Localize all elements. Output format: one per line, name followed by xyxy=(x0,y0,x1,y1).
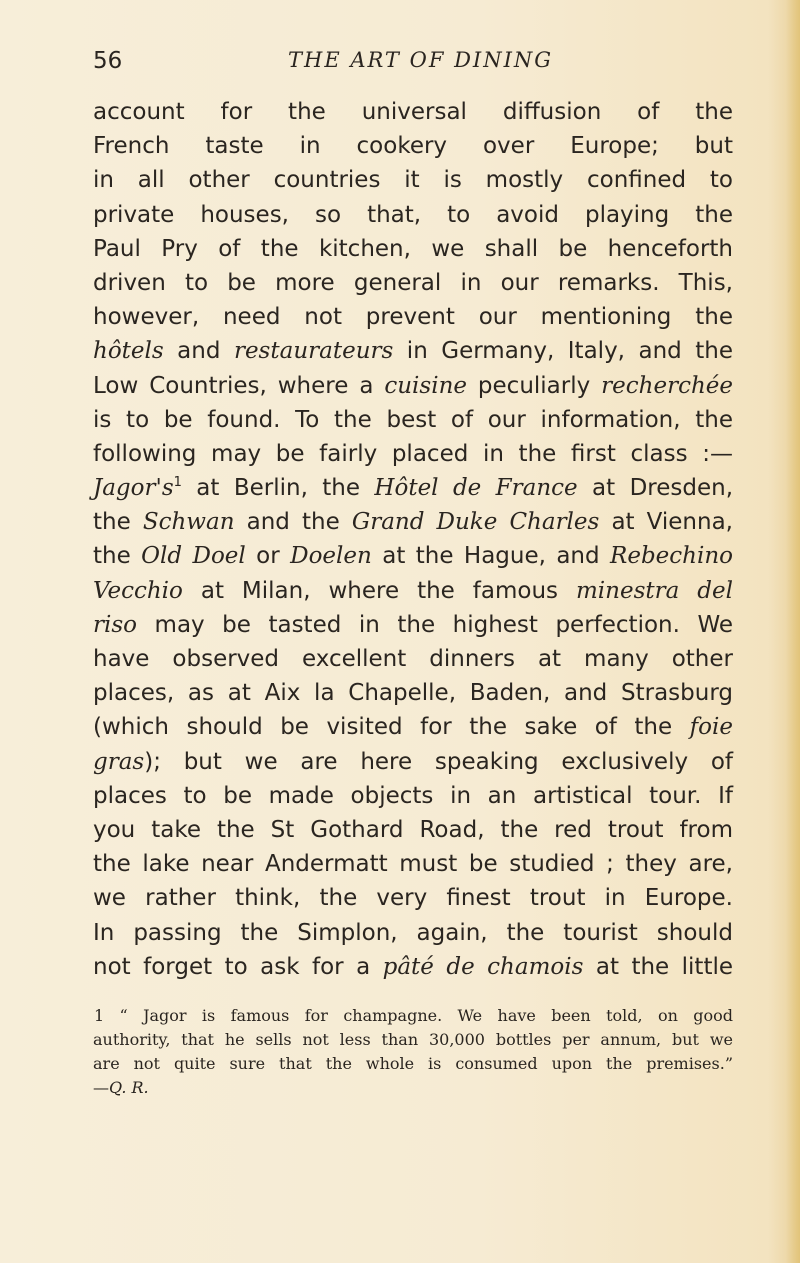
text-run: Low Countries, where a xyxy=(93,372,385,399)
italic-term: Rebechino xyxy=(610,543,733,570)
italic-term: hôtels xyxy=(93,338,164,365)
running-title: THE ART OF DINING xyxy=(288,48,554,72)
text-run: at Dresden, xyxy=(577,475,734,502)
text-run: at the Hague, and xyxy=(371,543,611,570)
text-run: and xyxy=(163,338,234,365)
italic-term: Grand Duke Charles xyxy=(351,509,600,536)
italic-term: restaurateurs xyxy=(233,338,394,365)
page-header xyxy=(93,48,733,88)
text-line xyxy=(93,574,733,608)
italic-term: foie xyxy=(689,714,733,741)
italic-term: Vecchio xyxy=(93,577,183,604)
text-run: not forget to ask for a xyxy=(93,953,383,980)
italic-term: Doelen xyxy=(290,543,372,570)
text-line xyxy=(93,608,733,642)
body-text xyxy=(93,95,733,984)
italic-term: gras xyxy=(93,748,145,775)
text-line xyxy=(93,471,733,505)
text-run: ); but we are here speaking exclusively of xyxy=(144,748,733,775)
text-line xyxy=(93,334,733,368)
text-line: places, as at Aix la Chapelle, Baden, and Strasburg xyxy=(93,680,733,707)
text-line: Paul Pry of the kitchen, we shall be henceforth xyxy=(93,235,733,262)
text-run: at Berlin, the xyxy=(181,475,375,502)
text-line: private houses, so that, to avoid playing the xyxy=(93,201,733,228)
text-line: in all other countries it is mostly confined to xyxy=(93,167,733,194)
text-line: have observed excellent dinners at many other xyxy=(93,646,733,672)
footnote-marker: 1 xyxy=(173,475,182,491)
text-run: may be tasted in the highest perfection. We xyxy=(137,611,733,638)
italic-term: pâté de chamois xyxy=(382,953,584,980)
attribution-source: Q. R. xyxy=(109,1078,149,1097)
dash: — xyxy=(93,1078,109,1097)
page-edge-shadow xyxy=(786,0,800,1263)
footnote xyxy=(93,1004,733,1100)
text-run: or xyxy=(245,543,291,570)
footnote-line: 1 “ Jagor is famous for champagne. We have been told, on good xyxy=(94,1006,733,1025)
text-line: driven to be more general in our remarks. This, xyxy=(93,269,733,296)
text-line: places to be made objects in an artistical tour. If xyxy=(93,782,733,809)
footnote-line: are not quite sure that the whole is consumed upon the premises.” xyxy=(93,1054,733,1073)
text-line: French taste in cookery over Europe; but xyxy=(93,133,733,160)
italic-term: recherchée xyxy=(601,372,733,399)
text-run: and the xyxy=(234,509,352,536)
text-line xyxy=(93,950,733,984)
text-run: peculiarly xyxy=(467,372,602,399)
page-number: 56 xyxy=(93,48,123,74)
italic-term: Jagor's xyxy=(93,475,174,502)
text-line xyxy=(93,505,733,539)
text-run: (which should be visited for the sake of the xyxy=(93,714,690,741)
text-line: is to be found. To the best of our information, the xyxy=(93,406,733,433)
text-line: we rather think, the very finest trout in Europe. xyxy=(93,885,733,912)
footnote-line: authority, that he sells not less than 30,000 bottles per annum, but we xyxy=(93,1030,733,1049)
footnote-attribution xyxy=(93,1076,733,1100)
text-line: following may be fairly placed in the first class :— xyxy=(93,440,733,467)
italic-term: cuisine xyxy=(384,372,467,399)
italic-term: Hôtel de France xyxy=(374,475,578,502)
text-line xyxy=(93,369,733,403)
text-line: you take the St Gothard Road, the red trout from xyxy=(93,816,733,843)
text-line xyxy=(93,710,733,744)
text-line xyxy=(93,539,733,573)
text-line: however, need not prevent our mentioning the xyxy=(93,304,733,331)
text-run: at the little xyxy=(583,953,734,980)
text-line: account for the universal diffusion of the xyxy=(93,99,733,125)
text-run: the xyxy=(93,509,143,536)
italic-term: Schwan xyxy=(142,509,235,536)
text-run: at Vienna, xyxy=(599,509,733,536)
text-run: the xyxy=(93,543,142,570)
text-run: at Milan, where the famous xyxy=(182,577,576,604)
italic-term: Old Doel xyxy=(141,543,246,570)
text-line: the lake near Andermatt must be studied ; they are, xyxy=(93,851,733,878)
text-line xyxy=(93,745,733,779)
text-run: in Germany, Italy, and the xyxy=(393,338,733,365)
italic-term: minestra del xyxy=(576,577,733,604)
text-line: In passing the Simplon, again, the tourist should xyxy=(93,919,733,946)
italic-term: riso xyxy=(93,611,138,638)
